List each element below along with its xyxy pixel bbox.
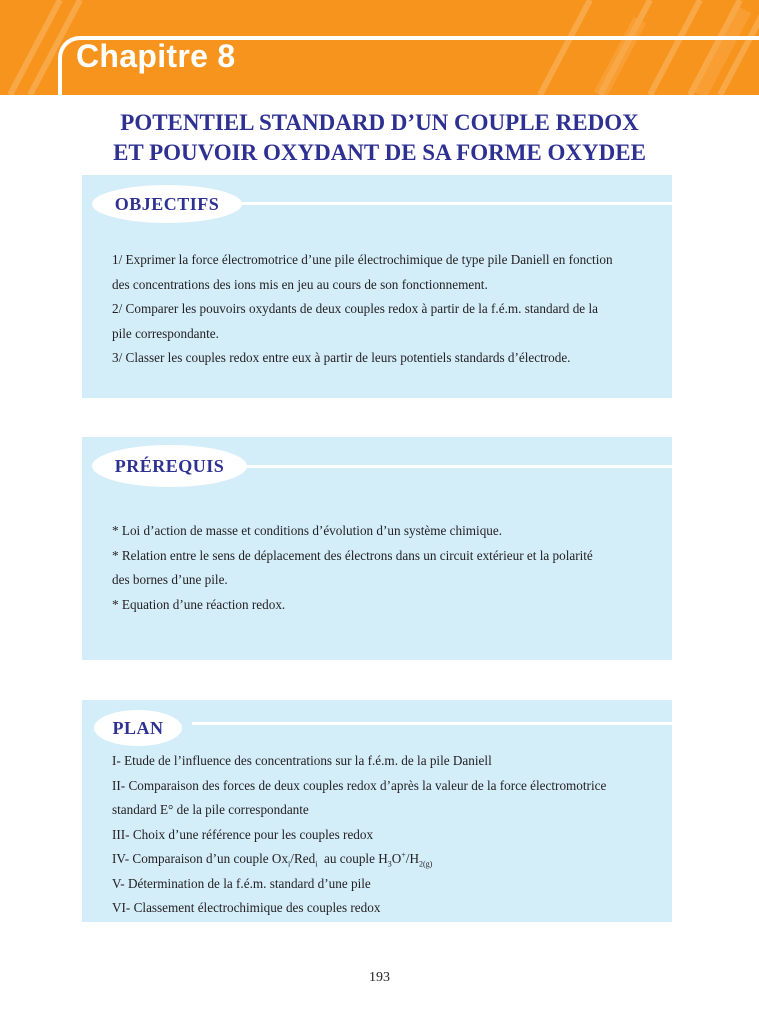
prerequis-line: * Relation entre le sens de déplacement des électrons dans un circuit extérieur et la polarité bbox=[112, 547, 593, 563]
plan-line: III- Choix d’une référence pour les couples redox bbox=[112, 826, 374, 842]
prerequis-text bbox=[112, 519, 656, 617]
plan-line: II- Comparaison des forces de deux couples redox d’après la valeur de la force électromotrice bbox=[112, 777, 607, 793]
plan-box bbox=[82, 700, 672, 922]
page-title bbox=[0, 108, 759, 168]
page-title-line-2: ET POUVOIR OXYDANT DE SA FORME OXYDEE bbox=[113, 140, 646, 165]
objectifs-line: 3/ Classer les couples redox entre eux à partir de leurs potentiels standards d’électrode. bbox=[112, 350, 571, 365]
prerequis-line: * Equation d’une réaction redox. bbox=[112, 596, 286, 612]
objectifs-box bbox=[82, 175, 672, 398]
plan-line: I- Etude de l’influence des concentrations sur la f.é.m. de la pile Daniell bbox=[112, 753, 492, 768]
prerequis-line: * Loi d’action de masse et conditions d’évolution d’un système chimique. bbox=[112, 523, 503, 538]
plan-line: V- Détermination de la f.é.m. standard d’une pile bbox=[112, 875, 371, 891]
plan-line: standard E° de la pile correspondante bbox=[112, 802, 309, 817]
objectifs-divider bbox=[202, 202, 672, 205]
chapter-title: Chapitre 8 bbox=[76, 38, 236, 74]
objectifs-text bbox=[112, 248, 656, 371]
objectifs-line: des concentrations des ions mis en jeu au cours de son fonctionnement. bbox=[112, 276, 488, 292]
chapter-banner bbox=[0, 0, 759, 95]
prerequis-line: des bornes d’une pile. bbox=[112, 572, 228, 587]
prerequis-divider bbox=[202, 465, 672, 468]
prerequis-heading: PRÉREQUIS bbox=[92, 445, 247, 487]
page-number: 193 bbox=[369, 970, 390, 985]
prerequis-box bbox=[82, 437, 672, 660]
plan-text bbox=[112, 749, 656, 921]
objectifs-line: 2/ Comparer les pouvoirs oxydants de deux couples redox à partir de la f.é.m. standard de la bbox=[112, 301, 598, 316]
objectifs-heading: OBJECTIFS bbox=[92, 185, 242, 223]
objectifs-line: pile correspondante. bbox=[112, 325, 219, 341]
page-title-line-1: POTENTIEL STANDARD D’UN COUPLE REDOX bbox=[120, 110, 639, 135]
plan-heading: PLAN bbox=[94, 710, 182, 746]
plan-line-iv: IV- Comparaison d’un couple $Ox_i/Red_i$ au couple $H_3O^+/H_{2(g)}$ bbox=[112, 850, 433, 869]
plan-line: VI- Classement électrochimique des couples redox bbox=[112, 900, 381, 915]
objectifs-line: 1/ Exprimer la force électromotrice d’une pile électrochimique de type pile Daniell en fonction bbox=[112, 252, 613, 267]
plan-divider bbox=[192, 722, 672, 725]
